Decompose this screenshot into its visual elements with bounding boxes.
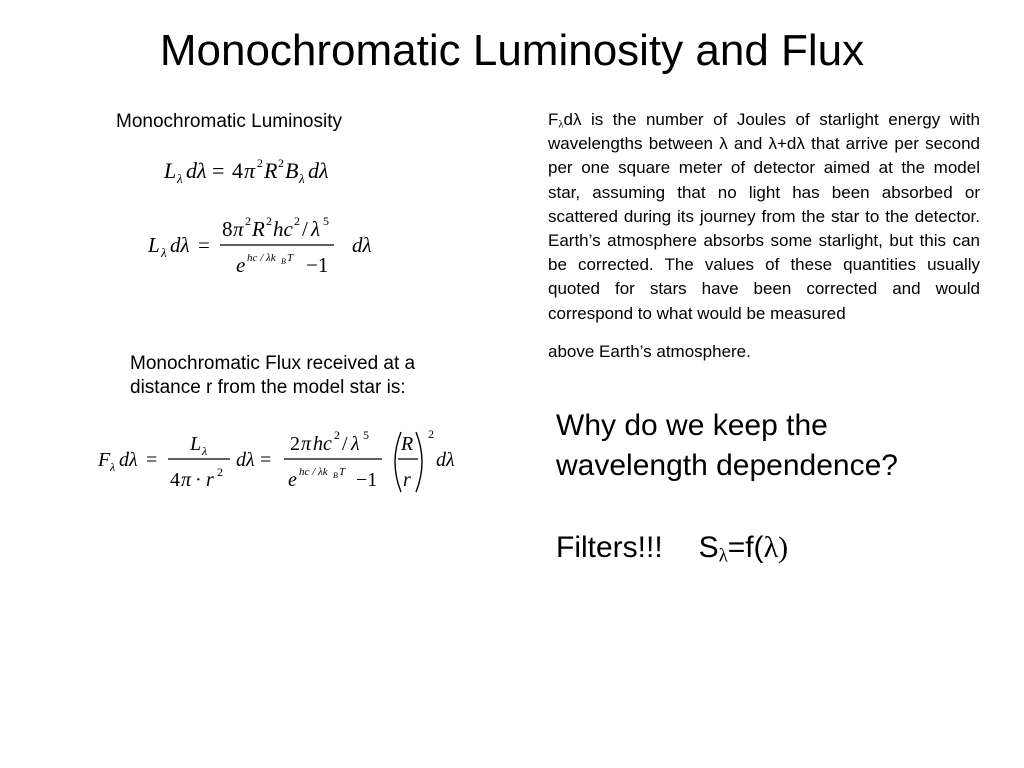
svg-text:r: r [206, 469, 214, 491]
svg-text:π: π [244, 158, 256, 183]
svg-text:2: 2 [245, 214, 251, 228]
luminosity-equation-1 [160, 152, 370, 188]
svg-text:π: π [301, 433, 312, 455]
svg-text:/: / [342, 433, 348, 455]
svg-text:−1: −1 [356, 469, 378, 491]
flux-symbol-f: F [548, 110, 559, 129]
svg-text:λ: λ [110, 460, 116, 474]
svg-text:8: 8 [222, 217, 233, 241]
svg-text:dλ: dλ [236, 449, 255, 471]
svg-text:hc / λk: hc / λk [299, 466, 328, 478]
svg-text:e: e [236, 253, 246, 277]
question-line-1: Why do we keep the [556, 409, 828, 442]
svg-text:dλ: dλ [186, 158, 207, 183]
svg-text:4: 4 [232, 158, 243, 183]
svg-text:F: F [98, 449, 111, 471]
svg-text:2: 2 [428, 427, 434, 441]
svg-text:L: L [164, 158, 177, 183]
svg-text:−1: −1 [306, 253, 329, 277]
filters-label: Filters!!! [556, 531, 663, 564]
svg-text:π: π [233, 217, 244, 241]
svg-text:L: L [148, 233, 160, 257]
svg-text:λ: λ [202, 444, 208, 458]
svg-text:2: 2 [290, 433, 300, 455]
flux-definition-paragraph [548, 108, 980, 364]
svg-text:R: R [401, 433, 414, 455]
luminosity-equation-2 [146, 210, 396, 282]
svg-text:λ: λ [299, 171, 305, 186]
svg-text:hc / λk: hc / λk [247, 252, 276, 264]
svg-text:e: e [288, 469, 297, 491]
svg-text:hc: hc [313, 433, 332, 455]
svg-text:B: B [281, 257, 286, 266]
filter-s-subscript: λ [718, 545, 728, 567]
paragraph-last-line: above Earth’s atmosphere. [548, 341, 751, 361]
svg-text:r: r [403, 469, 411, 491]
svg-text:2: 2 [334, 428, 340, 442]
svg-text:B: B [333, 471, 338, 480]
filter-s-symbol: S [698, 531, 719, 564]
svg-text:/: / [302, 217, 308, 241]
svg-text:λ: λ [161, 245, 167, 260]
svg-text:dλ: dλ [352, 233, 372, 257]
svg-text:T: T [339, 466, 346, 478]
svg-text:λ: λ [177, 171, 183, 186]
svg-text:2: 2 [294, 214, 300, 228]
svg-text:T: T [287, 252, 294, 264]
svg-text:·: · [195, 469, 202, 491]
filter-equals-f: =f( [727, 531, 764, 564]
svg-text:2: 2 [217, 465, 223, 479]
luminosity-equation-2-graphic [146, 210, 396, 282]
flux-equation-graphic [96, 424, 476, 500]
svg-text:=: = [212, 158, 225, 183]
luminosity-label: Monochromatic Luminosity [116, 111, 342, 132]
svg-text:λ: λ [351, 433, 360, 455]
svg-text:dλ: dλ [308, 158, 329, 183]
svg-text:L: L [190, 433, 202, 455]
svg-text:4: 4 [170, 469, 180, 491]
svg-text:2: 2 [278, 156, 284, 170]
svg-text:R: R [264, 158, 278, 183]
page-title: Monochromatic Luminosity and Flux [159, 26, 865, 75]
svg-text:hc: hc [273, 217, 293, 241]
svg-text:dλ: dλ [436, 449, 455, 471]
svg-text:dλ: dλ [170, 233, 190, 257]
flux-label-line-1: Monochromatic Flux received at a [130, 353, 416, 374]
svg-text:2: 2 [266, 214, 272, 228]
question-line-2: wavelength dependence? [556, 449, 898, 482]
svg-text:=: = [146, 449, 158, 471]
flux-symbol-subscript: λ [558, 119, 564, 131]
luminosity-equation-1-graphic [160, 152, 370, 188]
paragraph-body: dλ is the number of Joules of starlight energy with wavelengths between λ and λ+dλ that arrive per second per one square meter of detector aimed at the model star, assuming that no light has been absorbed or scattered during its journey from the star to the detector. Earth’s atmosphere absorbs some starlight, but this can be corrected. The values of these quantities usually quoted for stars have been corrected and would correspond to what would be measured [548, 110, 980, 323]
svg-text:5: 5 [323, 214, 329, 228]
filter-lambda: λ [763, 531, 779, 564]
svg-text:π: π [181, 469, 192, 491]
flux-equation [96, 424, 476, 500]
svg-text:=: = [198, 233, 210, 257]
svg-text:dλ: dλ [119, 449, 138, 471]
svg-text:R: R [252, 217, 265, 241]
filters-line [556, 528, 788, 568]
svg-text:5: 5 [363, 428, 369, 442]
flux-label-line-2: distance r from the model star is: [130, 377, 406, 398]
svg-text:=: = [260, 449, 272, 471]
svg-text:B: B [285, 158, 299, 183]
filter-close-paren: ) [778, 531, 789, 564]
svg-text:λ: λ [311, 217, 321, 241]
svg-text:2: 2 [257, 156, 263, 170]
